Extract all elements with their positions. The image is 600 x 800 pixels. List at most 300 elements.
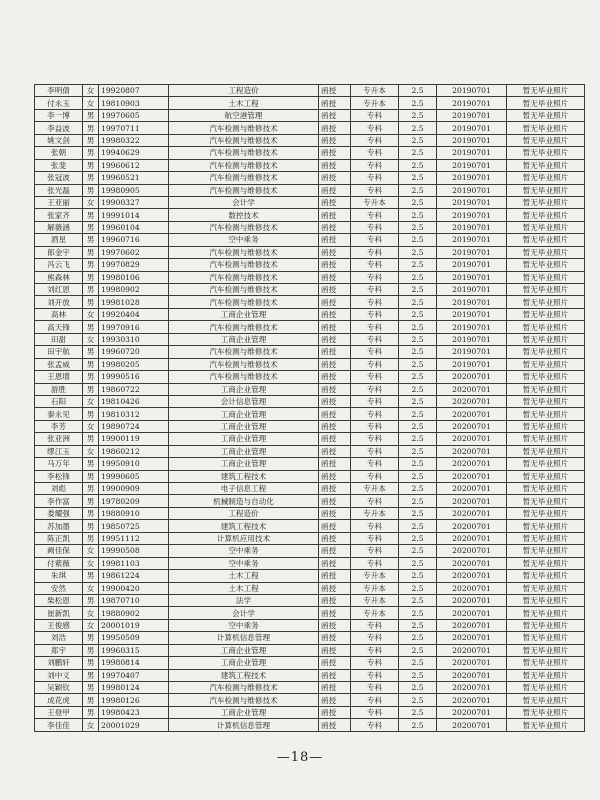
study-mode-cell: 函授 bbox=[319, 495, 351, 507]
gender-cell: 男 bbox=[83, 184, 99, 196]
photo-status-cell: 暂无毕业照片 bbox=[507, 445, 585, 457]
level-cell: 专科 bbox=[351, 644, 399, 656]
name-cell: 苏加墨 bbox=[35, 520, 83, 532]
graduation-date-cell: 20190701 bbox=[437, 296, 507, 308]
major-cell: 汽车检测与维修技术 bbox=[169, 371, 319, 383]
birthdate-cell: 19960720 bbox=[99, 346, 169, 358]
major-cell: 工商企业管理 bbox=[169, 433, 319, 445]
birthdate-cell: 19960521 bbox=[99, 172, 169, 184]
level-cell: 专科 bbox=[351, 383, 399, 395]
name-cell: 阙佳保 bbox=[35, 545, 83, 557]
birthdate-cell: 19990508 bbox=[99, 545, 169, 557]
study-mode-cell: 函授 bbox=[319, 669, 351, 681]
photo-status-cell: 暂无毕业照片 bbox=[507, 669, 585, 681]
gender-cell: 男 bbox=[83, 284, 99, 296]
duration-cell: 2.5 bbox=[399, 209, 437, 221]
birthdate-cell: 19981103 bbox=[99, 557, 169, 569]
name-cell: 刘红恩 bbox=[35, 284, 83, 296]
table-row bbox=[35, 284, 585, 296]
gender-cell: 男 bbox=[83, 644, 99, 656]
duration-cell: 2.5 bbox=[399, 545, 437, 557]
name-cell: 王登甲 bbox=[35, 706, 83, 718]
gender-cell: 女 bbox=[83, 308, 99, 320]
birthdate-cell: 19880910 bbox=[99, 507, 169, 519]
name-cell: 王恩增 bbox=[35, 371, 83, 383]
major-cell: 汽车检测与维修技术 bbox=[169, 321, 319, 333]
level-cell: 专升本 bbox=[351, 507, 399, 519]
level-cell: 专科 bbox=[351, 321, 399, 333]
study-mode-cell: 函授 bbox=[319, 184, 351, 196]
birthdate-cell: 19960612 bbox=[99, 159, 169, 171]
level-cell: 专升本 bbox=[351, 85, 399, 97]
birthdate-cell: 19860722 bbox=[99, 383, 169, 395]
duration-cell: 2.5 bbox=[399, 159, 437, 171]
major-cell: 工商企业管理 bbox=[169, 333, 319, 345]
table-row bbox=[35, 458, 585, 470]
photo-status-cell: 暂无毕业照片 bbox=[507, 532, 585, 544]
study-mode-cell: 函授 bbox=[319, 682, 351, 694]
name-cell: 张斐 bbox=[35, 159, 83, 171]
photo-status-cell: 暂无毕业照片 bbox=[507, 371, 585, 383]
graduation-date-cell: 20200701 bbox=[437, 545, 507, 557]
graduation-date-cell: 20200701 bbox=[437, 682, 507, 694]
photo-status-cell: 暂无毕业照片 bbox=[507, 483, 585, 495]
gender-cell: 女 bbox=[83, 395, 99, 407]
gender-cell: 男 bbox=[83, 706, 99, 718]
name-cell: 娄耀强 bbox=[35, 507, 83, 519]
gender-cell: 男 bbox=[83, 209, 99, 221]
level-cell: 专科 bbox=[351, 706, 399, 718]
graduation-date-cell: 20190701 bbox=[437, 172, 507, 184]
photo-status-cell: 暂无毕业照片 bbox=[507, 134, 585, 146]
graduation-date-cell: 20200701 bbox=[437, 458, 507, 470]
duration-cell: 2.5 bbox=[399, 483, 437, 495]
major-cell: 汽车检测与维修技术 bbox=[169, 246, 319, 258]
name-cell: 秦永见 bbox=[35, 408, 83, 420]
photo-status-cell: 暂无毕业照片 bbox=[507, 458, 585, 470]
gender-cell: 男 bbox=[83, 122, 99, 134]
table-row bbox=[35, 619, 585, 631]
name-cell: 游胜 bbox=[35, 383, 83, 395]
photo-status-cell: 暂无毕业照片 bbox=[507, 296, 585, 308]
graduation-date-cell: 20200701 bbox=[437, 657, 507, 669]
study-mode-cell: 函授 bbox=[319, 333, 351, 345]
table-row bbox=[35, 445, 585, 457]
level-cell: 专科 bbox=[351, 122, 399, 134]
graduation-date-cell: 20200701 bbox=[437, 520, 507, 532]
major-cell: 建筑工程技术 bbox=[169, 520, 319, 532]
graduation-date-cell: 20190701 bbox=[437, 97, 507, 109]
photo-status-cell: 暂无毕业照片 bbox=[507, 545, 585, 557]
study-mode-cell: 函授 bbox=[319, 159, 351, 171]
graduation-date-cell: 20190701 bbox=[437, 308, 507, 320]
photo-status-cell: 暂无毕业照片 bbox=[507, 209, 585, 221]
table-row bbox=[35, 420, 585, 432]
graduation-date-cell: 20200701 bbox=[437, 706, 507, 718]
birthdate-cell: 19951112 bbox=[99, 532, 169, 544]
table-row bbox=[35, 159, 585, 171]
name-cell: 刘开放 bbox=[35, 296, 83, 308]
study-mode-cell: 函授 bbox=[319, 221, 351, 233]
photo-status-cell: 暂无毕业照片 bbox=[507, 221, 585, 233]
gender-cell: 男 bbox=[83, 682, 99, 694]
name-cell: 柴松恩 bbox=[35, 594, 83, 606]
table-row bbox=[35, 209, 585, 221]
gender-cell: 男 bbox=[83, 358, 99, 370]
study-mode-cell: 函授 bbox=[319, 122, 351, 134]
duration-cell: 2.5 bbox=[399, 520, 437, 532]
level-cell: 专科 bbox=[351, 221, 399, 233]
major-cell: 土木工程 bbox=[169, 570, 319, 582]
name-cell: 安然 bbox=[35, 582, 83, 594]
name-cell: 郑宇 bbox=[35, 644, 83, 656]
graduation-date-cell: 20190701 bbox=[437, 209, 507, 221]
duration-cell: 2.5 bbox=[399, 682, 437, 694]
duration-cell: 2.5 bbox=[399, 184, 437, 196]
level-cell: 专科 bbox=[351, 271, 399, 283]
gender-cell: 男 bbox=[83, 470, 99, 482]
table-row bbox=[35, 259, 585, 271]
study-mode-cell: 函授 bbox=[319, 445, 351, 457]
study-mode-cell: 函授 bbox=[319, 532, 351, 544]
level-cell: 专升本 bbox=[351, 570, 399, 582]
level-cell: 专科 bbox=[351, 433, 399, 445]
study-mode-cell: 函授 bbox=[319, 470, 351, 482]
level-cell: 专科 bbox=[351, 147, 399, 159]
graduation-date-cell: 20190701 bbox=[437, 147, 507, 159]
graduation-date-cell: 20190701 bbox=[437, 271, 507, 283]
duration-cell: 2.5 bbox=[399, 420, 437, 432]
name-cell: 李明倩 bbox=[35, 85, 83, 97]
major-cell: 土木工程 bbox=[169, 97, 319, 109]
graduation-date-cell: 20190701 bbox=[437, 284, 507, 296]
photo-status-cell: 暂无毕业照片 bbox=[507, 594, 585, 606]
gender-cell: 男 bbox=[83, 433, 99, 445]
birthdate-cell: 19980322 bbox=[99, 134, 169, 146]
photo-status-cell: 暂无毕业照片 bbox=[507, 682, 585, 694]
graduation-date-cell: 20200701 bbox=[437, 445, 507, 457]
duration-cell: 2.5 bbox=[399, 395, 437, 407]
level-cell: 专升本 bbox=[351, 196, 399, 208]
table-row bbox=[35, 246, 585, 258]
major-cell: 汽车检测与维修技术 bbox=[169, 259, 319, 271]
gender-cell: 男 bbox=[83, 109, 99, 121]
birthdate-cell: 19991014 bbox=[99, 209, 169, 221]
study-mode-cell: 函授 bbox=[319, 420, 351, 432]
name-cell: 熊森林 bbox=[35, 271, 83, 283]
photo-status-cell: 暂无毕业照片 bbox=[507, 433, 585, 445]
birthdate-cell: 20001019 bbox=[99, 619, 169, 631]
birthdate-cell: 20001029 bbox=[99, 719, 169, 731]
table-row bbox=[35, 221, 585, 233]
graduation-date-cell: 20200701 bbox=[437, 669, 507, 681]
major-cell: 汽车检测与维修技术 bbox=[169, 221, 319, 233]
graduation-date-cell: 20190701 bbox=[437, 159, 507, 171]
level-cell: 专科 bbox=[351, 495, 399, 507]
level-cell: 专科 bbox=[351, 184, 399, 196]
name-cell: 王亚丽 bbox=[35, 196, 83, 208]
major-cell: 汽车检测与维修技术 bbox=[169, 122, 319, 134]
major-cell: 汽车检测与维修技术 bbox=[169, 682, 319, 694]
study-mode-cell: 函授 bbox=[319, 619, 351, 631]
name-cell: 姚文剑 bbox=[35, 134, 83, 146]
birthdate-cell: 19880902 bbox=[99, 607, 169, 619]
graduation-date-cell: 20200701 bbox=[437, 694, 507, 706]
duration-cell: 2.5 bbox=[399, 221, 437, 233]
major-cell: 汽车检测与维修技术 bbox=[169, 184, 319, 196]
table-row bbox=[35, 172, 585, 184]
table-row bbox=[35, 371, 585, 383]
gender-cell: 女 bbox=[83, 719, 99, 731]
graduation-date-cell: 20200701 bbox=[437, 371, 507, 383]
photo-status-cell: 暂无毕业照片 bbox=[507, 520, 585, 532]
table-row bbox=[35, 122, 585, 134]
birthdate-cell: 19990516 bbox=[99, 371, 169, 383]
gender-cell: 男 bbox=[83, 172, 99, 184]
gender-cell: 男 bbox=[83, 483, 99, 495]
study-mode-cell: 函授 bbox=[319, 209, 351, 221]
level-cell: 专升本 bbox=[351, 582, 399, 594]
graduation-date-cell: 20200701 bbox=[437, 470, 507, 482]
gender-cell: 男 bbox=[83, 234, 99, 246]
level-cell: 专科 bbox=[351, 408, 399, 420]
duration-cell: 2.5 bbox=[399, 284, 437, 296]
name-cell: 李益波 bbox=[35, 122, 83, 134]
graduation-date-cell: 20200701 bbox=[437, 433, 507, 445]
table-row bbox=[35, 346, 585, 358]
graduation-date-cell: 20200701 bbox=[437, 420, 507, 432]
graduation-date-cell: 20190701 bbox=[437, 184, 507, 196]
major-cell: 汽车检测与维修技术 bbox=[169, 694, 319, 706]
name-cell: 张朝 bbox=[35, 147, 83, 159]
duration-cell: 2.5 bbox=[399, 85, 437, 97]
name-cell: 朱琪 bbox=[35, 570, 83, 582]
table-row bbox=[35, 433, 585, 445]
duration-cell: 2.5 bbox=[399, 706, 437, 718]
photo-status-cell: 暂无毕业照片 bbox=[507, 408, 585, 420]
birthdate-cell: 19950910 bbox=[99, 458, 169, 470]
graduation-date-cell: 20190701 bbox=[437, 134, 507, 146]
table-row bbox=[35, 532, 585, 544]
photo-status-cell: 暂无毕业照片 bbox=[507, 308, 585, 320]
major-cell: 土木工程 bbox=[169, 582, 319, 594]
gender-cell: 男 bbox=[83, 532, 99, 544]
table-row bbox=[35, 507, 585, 519]
graduation-date-cell: 20200701 bbox=[437, 719, 507, 731]
study-mode-cell: 函授 bbox=[319, 346, 351, 358]
photo-status-cell: 暂无毕业照片 bbox=[507, 234, 585, 246]
level-cell: 专科 bbox=[351, 458, 399, 470]
level-cell: 专科 bbox=[351, 470, 399, 482]
birthdate-cell: 19810426 bbox=[99, 395, 169, 407]
photo-status-cell: 暂无毕业照片 bbox=[507, 719, 585, 731]
study-mode-cell: 函授 bbox=[319, 483, 351, 495]
birthdate-cell: 19861224 bbox=[99, 570, 169, 582]
duration-cell: 2.5 bbox=[399, 246, 437, 258]
major-cell: 机械制造与自动化 bbox=[169, 495, 319, 507]
study-mode-cell: 函授 bbox=[319, 557, 351, 569]
gender-cell: 男 bbox=[83, 632, 99, 644]
study-mode-cell: 函授 bbox=[319, 172, 351, 184]
photo-status-cell: 暂无毕业照片 bbox=[507, 333, 585, 345]
photo-status-cell: 暂无毕业照片 bbox=[507, 109, 585, 121]
duration-cell: 2.5 bbox=[399, 321, 437, 333]
graduation-date-cell: 20200701 bbox=[437, 557, 507, 569]
birthdate-cell: 19780209 bbox=[99, 495, 169, 507]
level-cell: 专科 bbox=[351, 520, 399, 532]
photo-status-cell: 暂无毕业照片 bbox=[507, 694, 585, 706]
duration-cell: 2.5 bbox=[399, 445, 437, 457]
gender-cell: 男 bbox=[83, 383, 99, 395]
duration-cell: 2.5 bbox=[399, 719, 437, 731]
duration-cell: 2.5 bbox=[399, 607, 437, 619]
birthdate-cell: 19920404 bbox=[99, 308, 169, 320]
level-cell: 专科 bbox=[351, 333, 399, 345]
major-cell: 建筑工程技术 bbox=[169, 470, 319, 482]
major-cell: 法学 bbox=[169, 594, 319, 606]
birthdate-cell: 19970916 bbox=[99, 321, 169, 333]
duration-cell: 2.5 bbox=[399, 433, 437, 445]
birthdate-cell: 19980124 bbox=[99, 682, 169, 694]
level-cell: 专科 bbox=[351, 694, 399, 706]
major-cell: 工程造价 bbox=[169, 507, 319, 519]
duration-cell: 2.5 bbox=[399, 557, 437, 569]
name-cell: 李一博 bbox=[35, 109, 83, 121]
duration-cell: 2.5 bbox=[399, 259, 437, 271]
graduation-date-cell: 20190701 bbox=[437, 109, 507, 121]
name-cell: 解薇涵 bbox=[35, 221, 83, 233]
level-cell: 专科 bbox=[351, 109, 399, 121]
major-cell: 汽车检测与维修技术 bbox=[169, 159, 319, 171]
graduation-date-cell: 20200701 bbox=[437, 632, 507, 644]
study-mode-cell: 函授 bbox=[319, 582, 351, 594]
study-mode-cell: 函授 bbox=[319, 271, 351, 283]
level-cell: 专科 bbox=[351, 669, 399, 681]
photo-status-cell: 暂无毕业照片 bbox=[507, 619, 585, 631]
level-cell: 专科 bbox=[351, 445, 399, 457]
table-row bbox=[35, 570, 585, 582]
birthdate-cell: 19960104 bbox=[99, 221, 169, 233]
gender-cell: 男 bbox=[83, 507, 99, 519]
name-cell: 刘浩 bbox=[35, 632, 83, 644]
level-cell: 专科 bbox=[351, 632, 399, 644]
birthdate-cell: 19980205 bbox=[99, 358, 169, 370]
major-cell: 工商企业管理 bbox=[169, 420, 319, 432]
graduation-date-cell: 20190701 bbox=[437, 346, 507, 358]
table-row bbox=[35, 582, 585, 594]
gender-cell: 男 bbox=[83, 271, 99, 283]
duration-cell: 2.5 bbox=[399, 383, 437, 395]
photo-status-cell: 暂无毕业照片 bbox=[507, 321, 585, 333]
birthdate-cell: 19860212 bbox=[99, 445, 169, 457]
table-row bbox=[35, 147, 585, 159]
birthdate-cell: 19900327 bbox=[99, 196, 169, 208]
name-cell: 刘中义 bbox=[35, 669, 83, 681]
table-row bbox=[35, 719, 585, 731]
duration-cell: 2.5 bbox=[399, 234, 437, 246]
photo-status-cell: 暂无毕业照片 bbox=[507, 184, 585, 196]
duration-cell: 2.5 bbox=[399, 296, 437, 308]
table-row bbox=[35, 196, 585, 208]
graduation-date-cell: 20200701 bbox=[437, 532, 507, 544]
major-cell: 工商企业管理 bbox=[169, 458, 319, 470]
level-cell: 专科 bbox=[351, 234, 399, 246]
major-cell: 工程造价 bbox=[169, 85, 319, 97]
level-cell: 专科 bbox=[351, 308, 399, 320]
table-row bbox=[35, 694, 585, 706]
table-row bbox=[35, 408, 585, 420]
name-cell: 高天锋 bbox=[35, 321, 83, 333]
duration-cell: 2.5 bbox=[399, 371, 437, 383]
major-cell: 工商企业管理 bbox=[169, 445, 319, 457]
graduation-date-cell: 20200701 bbox=[437, 570, 507, 582]
photo-status-cell: 暂无毕业照片 bbox=[507, 346, 585, 358]
table-row bbox=[35, 545, 585, 557]
name-cell: 李佳佳 bbox=[35, 719, 83, 731]
level-cell: 专升本 bbox=[351, 483, 399, 495]
table-row bbox=[35, 85, 585, 97]
major-cell: 空中乘务 bbox=[169, 557, 319, 569]
level-cell: 专升本 bbox=[351, 594, 399, 606]
duration-cell: 2.5 bbox=[399, 196, 437, 208]
gender-cell: 女 bbox=[83, 619, 99, 631]
level-cell: 专科 bbox=[351, 619, 399, 631]
major-cell: 工商企业管理 bbox=[169, 383, 319, 395]
name-cell: 张冠波 bbox=[35, 172, 83, 184]
table-row bbox=[35, 358, 585, 370]
study-mode-cell: 函授 bbox=[319, 594, 351, 606]
table-row bbox=[35, 470, 585, 482]
duration-cell: 2.5 bbox=[399, 619, 437, 631]
major-cell: 会计学 bbox=[169, 607, 319, 619]
graduation-date-cell: 20200701 bbox=[437, 644, 507, 656]
major-cell: 汽车检测与维修技术 bbox=[169, 172, 319, 184]
graduation-date-cell: 20200701 bbox=[437, 483, 507, 495]
graduation-date-cell: 20190701 bbox=[437, 358, 507, 370]
duration-cell: 2.5 bbox=[399, 669, 437, 681]
graduation-date-cell: 20190701 bbox=[437, 196, 507, 208]
study-mode-cell: 函授 bbox=[319, 259, 351, 271]
table-row bbox=[35, 308, 585, 320]
birthdate-cell: 19810903 bbox=[99, 97, 169, 109]
major-cell: 数控技术 bbox=[169, 209, 319, 221]
name-cell: 田甜 bbox=[35, 333, 83, 345]
duration-cell: 2.5 bbox=[399, 308, 437, 320]
level-cell: 专科 bbox=[351, 532, 399, 544]
name-cell: 李松锋 bbox=[35, 470, 83, 482]
gender-cell: 男 bbox=[83, 495, 99, 507]
major-cell: 计算机应用技术 bbox=[169, 532, 319, 544]
study-mode-cell: 函授 bbox=[319, 644, 351, 656]
level-cell: 专科 bbox=[351, 259, 399, 271]
graduation-date-cell: 20200701 bbox=[437, 582, 507, 594]
gender-cell: 男 bbox=[83, 159, 99, 171]
birthdate-cell: 19980902 bbox=[99, 284, 169, 296]
name-cell: 刘彪 bbox=[35, 483, 83, 495]
gender-cell: 男 bbox=[83, 321, 99, 333]
level-cell: 专升本 bbox=[351, 97, 399, 109]
photo-status-cell: 暂无毕业照片 bbox=[507, 706, 585, 718]
table-row bbox=[35, 607, 585, 619]
gender-cell: 男 bbox=[83, 134, 99, 146]
gender-cell: 女 bbox=[83, 445, 99, 457]
name-cell: 马万年 bbox=[35, 458, 83, 470]
level-cell: 专科 bbox=[351, 682, 399, 694]
gender-cell: 男 bbox=[83, 259, 99, 271]
table-row bbox=[35, 682, 585, 694]
major-cell: 建筑工程技术 bbox=[169, 669, 319, 681]
duration-cell: 2.5 bbox=[399, 532, 437, 544]
